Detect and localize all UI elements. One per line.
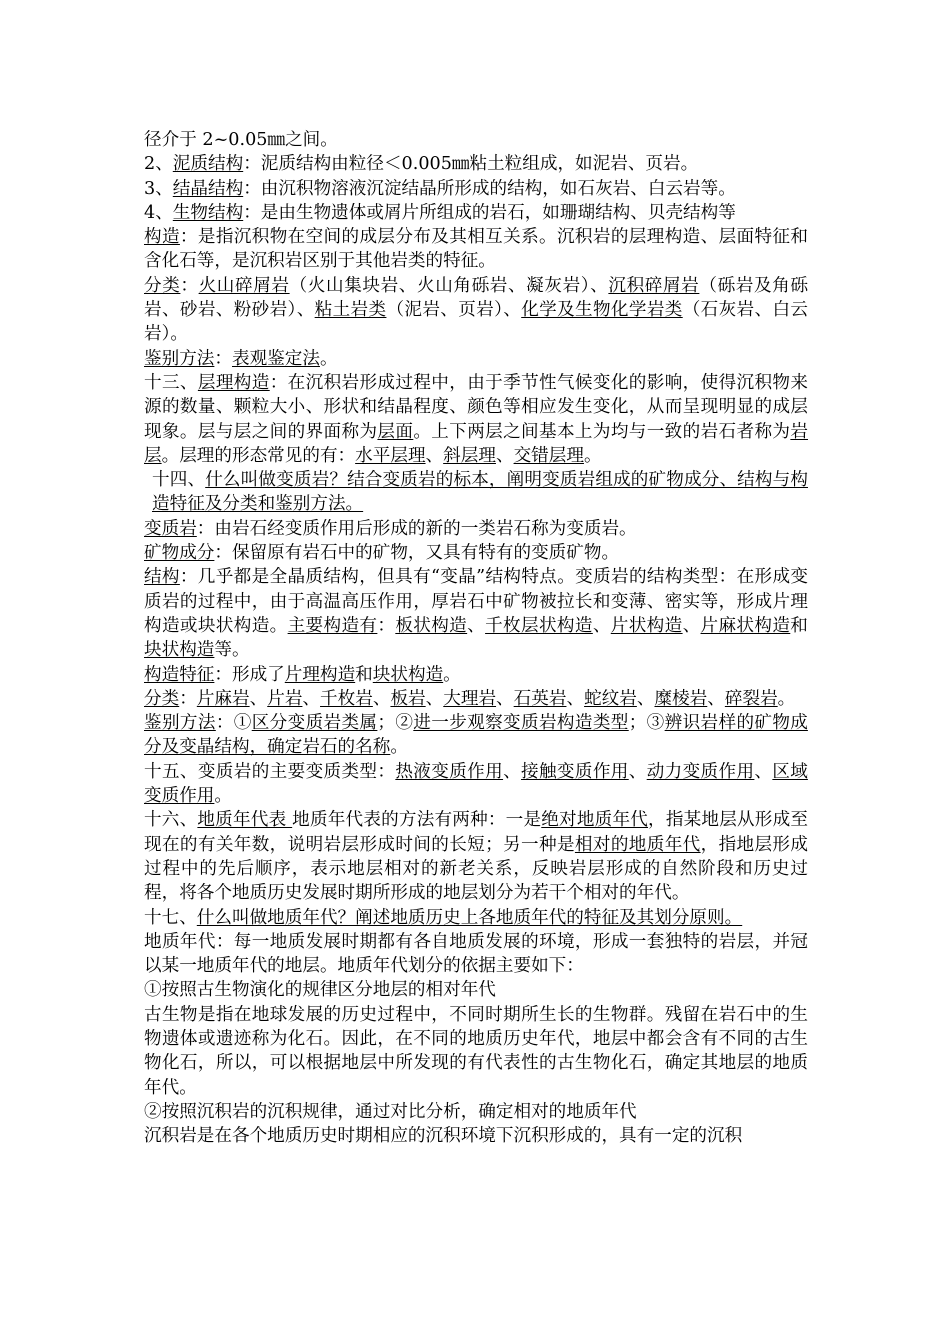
text-run: 径介于 2~0.05㎜之间。 xyxy=(144,130,338,150)
paragraph xyxy=(144,687,808,711)
underlined-term: 片麻岩 xyxy=(196,688,250,709)
paragraph xyxy=(144,541,808,565)
text-run: 、 xyxy=(592,615,611,636)
text-run: ：几乎都是全晶质结构，但具有“变晶”结构特点。变质岩的结构类型：在形成变质岩的过程中，由于高温高压作用，厚岩石中矿物被拉长和变薄、密实等，形成片理构造或块状构造。 xyxy=(144,567,808,636)
text-run: 和 xyxy=(355,664,373,685)
text-run: ： xyxy=(180,275,199,296)
text-run: ：保留原有岩石中的矿物，又具有特有的变质矿物。 xyxy=(214,543,620,564)
text-run: 。 xyxy=(214,786,232,807)
text-run: ： xyxy=(214,348,232,369)
text-run: 、 xyxy=(707,688,725,709)
paragraph xyxy=(144,274,808,347)
text-run: 、 xyxy=(566,688,585,709)
text-run: ；③ xyxy=(628,713,665,734)
text-run: 、 xyxy=(628,761,647,782)
paragraph xyxy=(144,152,808,176)
underlined-term: 千枚岩 xyxy=(320,688,373,709)
underlined-term: 什么叫做变质岩？结合变质岩的标本，阐明变质岩组成的矿物成分、结构与构造特征及分类和鉴别方法。 xyxy=(152,470,808,515)
underlined-term: 块状构造 xyxy=(144,640,215,661)
underlined-term: 什么叫做地质年代？阐述地质历史上各地质年代的特征及其划分原则。 xyxy=(196,907,743,928)
text-run: ：形成了 xyxy=(214,664,285,685)
text-run: 、 xyxy=(636,688,655,709)
underlined-term: 蛇纹岩 xyxy=(584,688,637,709)
text-run: ①按照古生物演化的规律区分地层的相对年代 xyxy=(144,980,496,1001)
underlined-term: 区分变质岩类属 xyxy=(251,713,378,734)
underlined-term: 结构 xyxy=(144,567,180,588)
underlined-term: 岩层 xyxy=(144,421,808,466)
paragraph xyxy=(144,663,808,687)
text-run: ：由沉积物溶液沉淀结晶所形成的结构，如石灰岩、白云岩等。 xyxy=(243,178,736,199)
underlined-term: 分类 xyxy=(144,688,180,709)
text-run: 十三、 xyxy=(144,372,198,393)
underlined-term: 绝对地质年代 xyxy=(541,810,649,831)
underlined-term: 片理构造 xyxy=(284,664,356,685)
paragraph xyxy=(144,565,808,662)
text-run: 。 xyxy=(583,445,602,466)
paragraph xyxy=(144,468,808,517)
text-run: 3、 xyxy=(144,178,173,199)
underlined-term: 区域变质作用 xyxy=(144,761,808,807)
text-run: 地质年代：每一地质发展时期都有各自地质发展的环境，形成一套独特的岩层，并冠以某一地质年代的地层。地质年代划分的依据主要如下： xyxy=(144,931,808,977)
underlined-term: 板岩 xyxy=(390,688,426,709)
text-run: ： xyxy=(179,688,197,709)
paragraph xyxy=(144,930,808,979)
text-run: ： xyxy=(377,615,396,636)
underlined-term: 水平层理 xyxy=(355,445,426,466)
text-run: ：泥质结构由粒径＜0.005㎜粘土粒组成，如泥岩、页岩。 xyxy=(243,154,699,175)
underlined-term: 热液变质作用 xyxy=(395,761,504,782)
paragraph xyxy=(144,1124,808,1148)
text-run: 4、 xyxy=(144,202,173,223)
paragraph xyxy=(144,1003,808,1100)
text-run: 、 xyxy=(425,688,444,709)
underlined-term: 结晶结构 xyxy=(172,178,244,199)
paragraph xyxy=(144,225,808,274)
paragraph xyxy=(144,347,808,371)
underlined-term: 火山碎屑岩 xyxy=(198,275,290,296)
text-run: 2、 xyxy=(144,154,173,175)
text-run: 、 xyxy=(302,688,321,709)
paragraph xyxy=(144,517,808,541)
underlined-term: 板状构造 xyxy=(395,615,468,636)
text-run: ②按照沉积岩的沉积规律，通过对比分析，确定相对的地质年代 xyxy=(144,1101,637,1122)
underlined-term: 层理构造 xyxy=(197,372,270,393)
paragraph xyxy=(144,760,808,809)
text-run: ：① xyxy=(215,713,252,734)
underlined-term: 粘土岩类 xyxy=(314,300,387,321)
text-run: ；② xyxy=(377,713,414,734)
paragraph xyxy=(144,808,808,905)
text-run: 。 xyxy=(390,737,408,758)
text-run: ：由岩石经变质作用后形成的新的一类岩石称为变质岩。 xyxy=(196,518,637,539)
text-run: 、 xyxy=(467,615,486,636)
text-run: 、 xyxy=(495,445,514,466)
paragraph xyxy=(144,1100,808,1124)
text-run: （砾岩及角砾岩、砂岩、粉砂岩）、 xyxy=(144,275,808,321)
text-run: 、 xyxy=(754,761,773,782)
text-run: 等。 xyxy=(214,640,250,661)
text-run: 。 xyxy=(443,664,461,685)
text-run: ，指某地层从形成至现在的有关年数，说明岩层形成时间的长短；另一种是 xyxy=(144,810,808,855)
text-run: 。 xyxy=(777,688,796,709)
underlined-term: 动力变质作用 xyxy=(646,761,755,782)
underlined-term: 构造 xyxy=(144,227,180,248)
underlined-term: 主要构造有 xyxy=(287,615,378,636)
underlined-term: 千枚层状构造 xyxy=(485,615,593,636)
text-run: 。 xyxy=(319,348,338,369)
text-run: 。上下两层之间基本上为均与一致的岩石者称为 xyxy=(413,421,791,442)
underlined-term: 进一步观察变质岩构造类型 xyxy=(413,713,629,734)
underlined-term: 泥质结构 xyxy=(172,154,244,175)
underlined-term: 斜层理 xyxy=(443,445,496,466)
text-run: 十四、 xyxy=(152,470,206,491)
text-run: 、 xyxy=(503,761,522,782)
underlined-term: 表观鉴定法 xyxy=(232,348,320,369)
underlined-term: 构造特征 xyxy=(144,664,215,685)
text-run: （火山集块岩、火山角砾岩、凝灰岩）、 xyxy=(289,275,609,296)
paragraph xyxy=(144,177,808,201)
underlined-term: 鉴别方法 xyxy=(144,348,215,369)
underlined-term: 片麻状构造 xyxy=(700,615,791,636)
underlined-term: 片岩 xyxy=(267,688,303,709)
paragraph xyxy=(144,201,808,225)
underlined-term: 碎裂岩 xyxy=(724,688,778,709)
text-run: ，指地层形成过程中的先后顺序，表示地层相对的新老关系，反映岩层形成的自然阶段和历史过程，将各个地质历史发展时期所形成的地层划分为若干个相对的年代。 xyxy=(144,834,808,904)
underlined-term: 沉积碎屑岩 xyxy=(608,275,700,296)
text-run: 十五、变质岩的主要变质类型： xyxy=(144,761,396,782)
text-run: 沉积岩是在各个地质历史时期相应的沉积环境下沉积形成的，具有一定的沉积 xyxy=(144,1126,743,1147)
underlined-term: 地质年代表 xyxy=(197,810,293,831)
paragraph xyxy=(144,906,808,930)
underlined-term: 糜棱岩 xyxy=(654,688,708,709)
paragraph xyxy=(144,371,808,468)
text-run: 古生物是指在地球发展的历史过程中，不同时期所生长的生物群。残留在岩石中的生物遗体或遗迹称为化石。因此，在不同的地质历史年代，地层中都会含有不同的古生物化石，所以，可以根据地层中所发现的有代表性的古生物化石，确定其地层的地质年代。 xyxy=(144,1004,808,1098)
underlined-term: 交错层理 xyxy=(513,445,584,466)
underlined-term: 分类 xyxy=(144,275,181,296)
underlined-term: 片状构造 xyxy=(610,615,683,636)
text-run: ：是由生物遗体或屑片所组成的岩石，如珊瑚结构、贝壳结构等 xyxy=(243,202,736,223)
underlined-term: 层面 xyxy=(377,421,414,442)
text-run: 地质年代表的方法有两种：一是 xyxy=(292,810,542,831)
text-run: 、 xyxy=(372,688,391,709)
underlined-term: 生物结构 xyxy=(172,202,244,223)
text-run: 、 xyxy=(249,688,268,709)
text-run: 、 xyxy=(425,445,444,466)
text-run: 和 xyxy=(790,615,808,636)
underlined-term: 石英岩 xyxy=(513,688,567,709)
text-run: 十七、 xyxy=(144,907,197,928)
text-run: 十六、 xyxy=(144,810,198,831)
text-run: （石灰岩、白云岩）。 xyxy=(144,300,808,345)
underlined-term: 鉴别方法 xyxy=(144,713,216,734)
text-run: ：是指沉积物在空间的成层分布及其相互关系。沉积岩的层理构造、层面特征和含化石等，是沉积岩区别于其他岩类的特征。 xyxy=(144,227,808,272)
underlined-term: 矿物成分 xyxy=(144,543,215,564)
underlined-term: 大理岩 xyxy=(443,688,497,709)
text-run: 、 xyxy=(496,688,514,709)
paragraph xyxy=(144,128,808,152)
underlined-term: 相对的地质年代 xyxy=(574,834,701,855)
underlined-term: 辨识岩样的矿物成分及变晶结构，确定岩石的名称 xyxy=(144,713,808,758)
text-run: 。层理的形态常见的有： xyxy=(161,445,356,466)
paragraph xyxy=(144,978,808,1002)
underlined-term: 化学及生物化学岩类 xyxy=(521,300,683,321)
text-run: 、 xyxy=(682,615,701,636)
paragraph xyxy=(144,711,808,760)
underlined-term: 变质岩 xyxy=(144,518,197,539)
text-run: （泥岩、页岩）、 xyxy=(386,300,522,321)
document-body xyxy=(144,128,808,1148)
text-run: ：在沉积岩形成过程中，由于季节性气候变化的影响，使得沉积物来源的数量、颗粒大小、形状和结晶程度、颜色等相应发生变化，从而呈现明显的成层现象。层与层之间的界面称为 xyxy=(144,372,808,442)
underlined-term: 接触变质作用 xyxy=(521,761,629,782)
underlined-term: 块状构造 xyxy=(372,664,444,685)
